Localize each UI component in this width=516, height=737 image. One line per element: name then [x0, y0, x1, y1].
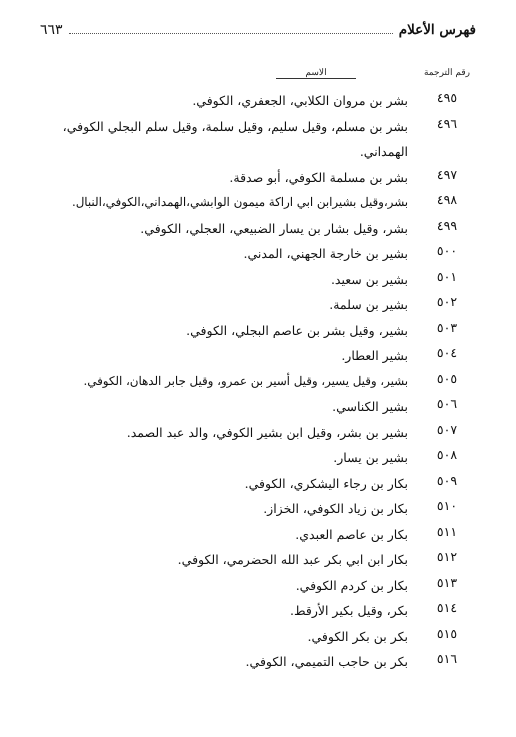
- entry-number: ٥١٢: [436, 549, 458, 564]
- entry-number: ٥٠٧: [436, 421, 458, 437]
- entry-name: بشير، وقيل بشر بن عاصم البجلي، الكوفي.: [186, 322, 408, 338]
- entry-number: ٥١١: [436, 523, 458, 539]
- entry-name: بشير، وقيل يسير، وقيل أسير بن عمرو، وقيل جابر الدهان، الكوفي.: [83, 373, 408, 388]
- list-item: [22, 394, 476, 420]
- list-item: [22, 216, 476, 242]
- entry-name: بشير العطار.: [341, 348, 408, 363]
- list-item: [22, 496, 476, 522]
- entry-name: بكر بن حاجب التميمي، الكوفي.: [245, 654, 408, 669]
- name-column-header: الاسم: [276, 68, 356, 79]
- entry-name: بشير بن بشر، وقيل ابن بشير الكوفي، والد عبد الصمد.: [126, 424, 408, 440]
- entry-name: بشر بن مسلم، وقيل سليم، وقيل سلمة، وقيل سلم البجلي الكوفي، الهمداني.: [62, 118, 408, 159]
- entry-name: بشر بن مروان الكلابي، الجعفري، الكوفي.: [192, 93, 408, 108]
- list-item: [22, 114, 476, 165]
- list-item: [22, 318, 476, 344]
- entry-name: بكار بن كردم الكوفي.: [295, 577, 408, 593]
- list-item: [22, 420, 476, 446]
- entry-name: بشير بن يسار.: [333, 450, 408, 465]
- page-number: ٦٦٣: [40, 22, 63, 38]
- list-item: [22, 88, 476, 114]
- running-header: [40, 22, 476, 42]
- list-item: [22, 165, 476, 191]
- list-item: [22, 267, 476, 293]
- entry-number: ٥٠٥: [436, 370, 458, 386]
- entry-number: ٥٠٤: [436, 345, 458, 360]
- list-item: [22, 471, 476, 497]
- list-item: [22, 369, 476, 395]
- number-column-header: رقم الترجمة: [423, 68, 470, 78]
- entry-number: ٥٠٣: [436, 319, 458, 335]
- entry-number: ٤٩٥: [436, 90, 458, 105]
- list-item: [22, 624, 476, 650]
- list-item: [22, 598, 476, 624]
- entry-name: بكار بن رجاء اليشكري، الكوفي.: [244, 475, 408, 491]
- entry-number: ٥١٣: [436, 574, 458, 590]
- entry-number: ٥٠١: [436, 268, 458, 284]
- entry-number: ٥٠٩: [436, 472, 458, 488]
- list-item: [22, 343, 476, 369]
- index-title: فهرس الأعلام: [398, 22, 476, 38]
- entry-name: بكر، وقيل بكير الأرقط.: [290, 603, 408, 618]
- list-item: [22, 241, 476, 267]
- entry-name: بكر بن بكر الكوفي.: [307, 628, 408, 644]
- entry-number: ٤٩٦: [436, 115, 458, 131]
- entry-number: ٤٩٨: [436, 192, 458, 207]
- list-item: [22, 292, 476, 318]
- list-item: [22, 649, 476, 675]
- entry-number: ٥١٠: [436, 498, 458, 513]
- entry-name: بكار ابن ابي بكر عبد الله الحضرمي، الكوفي.: [177, 552, 408, 567]
- entry-name: بشر،وقيل بشيرابن ابي اراكة ميمون الوابشي،الهمداني،الكوفي،النبال.: [71, 195, 408, 209]
- list-item: [22, 547, 476, 573]
- entry-name: بشر، وقيل بشار بن يسار الضبيعي، العجلي، الكوفي.: [140, 220, 408, 236]
- list-item: [22, 190, 476, 216]
- entry-number: ٥٠٠: [436, 243, 458, 258]
- entry-name: بشير بن خارجة الجهني، المدني.: [243, 246, 408, 261]
- column-headers: [40, 68, 476, 82]
- entry-number: ٥٠٦: [436, 396, 458, 411]
- entry-name: بشير بن سلمة.: [329, 297, 408, 312]
- leader-dots: [69, 25, 393, 34]
- entry-number: ٥١٥: [436, 625, 458, 641]
- entry-number: ٤٩٩: [436, 217, 458, 233]
- list-item: [22, 522, 476, 548]
- entry-list: [22, 88, 476, 675]
- entry-number: ٥٠٨: [436, 447, 458, 462]
- entry-name: بشر بن مسلمة الكوفي، أبو صدقة.: [229, 169, 408, 185]
- entry-number: ٤٩٧: [436, 166, 458, 182]
- entry-name: بكار بن عاصم العبدي.: [295, 526, 408, 542]
- list-item: [22, 445, 476, 471]
- entry-number: ٥١٦: [436, 651, 458, 666]
- entry-name: بشير بن سعيد.: [330, 271, 408, 287]
- entry-number: ٥٠٢: [436, 294, 458, 309]
- entry-name: بشير الكناسي.: [332, 399, 408, 414]
- entry-name: بكار بن زياد الكوفي، الخزاز.: [263, 501, 408, 516]
- entry-number: ٥١٤: [436, 600, 458, 615]
- list-item: [22, 573, 476, 599]
